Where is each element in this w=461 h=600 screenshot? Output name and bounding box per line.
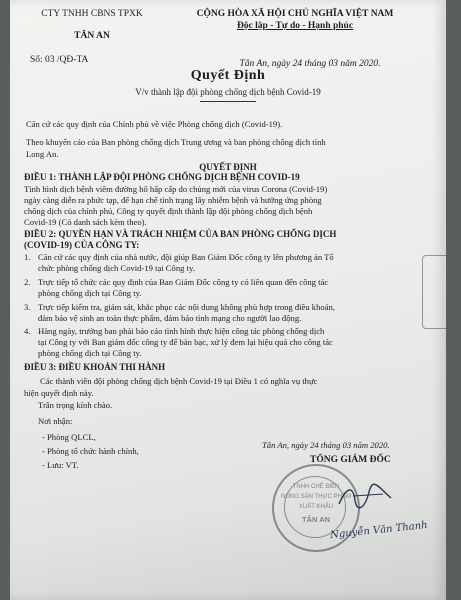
article-1-line-4: Covid-19 (Có danh sách kèm theo).	[24, 217, 147, 227]
article-2-item-1-number: 1.	[24, 252, 31, 262]
article-2-item-1-line-2: chức phòng chống dịch Covid-19 tại Công ty.	[38, 263, 195, 273]
closing-line: Trân trọng kính chào.	[38, 400, 113, 410]
place-date: Tân An, ngày 24 tháng 03 năm 2020.	[239, 59, 381, 69]
article-2-item-3-line-2: đảm bảo vệ sinh an toàn thực phẩm, đảm bảo tình mạng cho người lao động.	[38, 313, 302, 323]
article-1-heading: ĐIỀU 1: THÀNH LẬP ĐỘI PHÒNG CHỐNG DỊCH BỆNH COVID-19	[24, 172, 300, 182]
document-title: Quyết Định	[190, 68, 266, 83]
recipient-3: - Lưu: VT.	[42, 460, 79, 470]
national-motto: Độc lập - Tự do - Hạnh phúc	[236, 21, 354, 31]
article-1-line-2: ngày càng diễn ra phức tạp, để hạn chế tình trạng lây nhiễm bệnh và hưởng ứng phòng	[24, 195, 322, 205]
seal-text-1: TNHH CHẾ BIẾN	[292, 484, 340, 490]
company-branch: TÂN AN	[74, 31, 110, 41]
article-3-heading: ĐIỀU 3: ĐIỀU KHOẢN THI HÀNH	[24, 362, 166, 372]
issuer-block	[22, 8, 162, 66]
nation-name: CỘNG HÒA XÃ HỘI CHỦ NGHĨA VIỆT NAM	[196, 9, 394, 19]
article-1-line-1: Tình hình dịch bệnh viêm đường hô hấp cấp do chủng mới của virus Corona (Covid-19)	[24, 184, 328, 194]
signature-place-date: Tân An, ngày 24 tháng 03 năm 2020.	[262, 440, 390, 450]
seal-text-2: NÔNG SẢN THỰC PHẨM	[280, 494, 352, 500]
article-2-item-2-line-2: phòng chống dịch tại Công ty.	[38, 288, 142, 298]
article-2-heading-line-1: ĐIỀU 2: QUYỀN HẠN VÀ TRÁCH NHIỆM CỦA BAN PHÒNG CHỐNG DỊCH	[24, 229, 337, 239]
article-2-item-4-number: 4.	[24, 326, 31, 336]
seal-text-3: XUẤT KHẨU	[298, 504, 334, 510]
preamble-line-3: Long An.	[26, 149, 59, 159]
article-3-line-1: Các thành viên đội phòng chống dịch bệnh Covid-19 tại Điều 1 có nghĩa vụ thực	[40, 376, 318, 386]
document-page	[10, 0, 446, 600]
article-2-item-3-line-1: Trực tiếp kiểm tra, giám sát, khắc phục các nội dung không phù hợp trong điều khoản,	[38, 302, 335, 312]
seal-text-4: TÂN AN	[301, 515, 331, 524]
article-2-item-3-number: 3.	[24, 302, 31, 312]
article-2-item-1-line-1: Căn cứ các quy định của nhà nước, đội giúp Ban Giám Đốc công ty lên phương án Tổ	[38, 252, 334, 262]
article-2-heading-line-2: (COVID-19) CỦA CÔNG TY:	[24, 240, 140, 250]
company-name: CTY TNHH CBNS TPXK	[41, 9, 143, 19]
recipient-2: - Phòng tổ chức hành chính,	[42, 446, 139, 456]
subject-underline	[200, 101, 256, 102]
margin-stamp	[422, 255, 446, 329]
article-1-line-3: chống dịch của chính phủ, Công ty quyết định thành lập đội phòng chống dịch bệnh	[24, 206, 313, 216]
signatory-role: TỔNG GIÁM ĐỐC	[310, 455, 391, 465]
document-number: Số: 03 /QĐ-TA	[30, 55, 89, 65]
national-header	[180, 8, 410, 70]
signatory-name: Nguyễn Văn Thanh	[329, 519, 429, 542]
preamble-line-2: Theo khuyến cáo của Ban phòng chống dịch Trung ương và ban phòng chống dịch tỉnh	[26, 137, 326, 147]
article-2-item-4-line-2: tại Công ty với Ban giám đốc công ty để bàn bạc, xử lý đem lại hiệu quả cho công tác	[38, 337, 333, 347]
handwritten-signature-icon	[335, 482, 395, 512]
article-2-item-4-line-1: Hàng ngày, trưởng ban phải báo cáo tình hình thực hiện công tác phòng chống dịch	[38, 326, 325, 336]
article-2-item-2-line-1: Trực tiếp tổ chức các quy định của Ban Giám Đốc công ty có liên quan đến công tác	[38, 277, 329, 287]
article-2-item-4-line-3: phòng chống dịch tại Công ty.	[38, 348, 142, 358]
decision-heading: QUYẾT ĐỊNH	[199, 162, 257, 172]
recipients-label: Nơi nhận:	[38, 416, 73, 426]
recipient-1: - Phòng QLCL,	[42, 432, 96, 442]
preamble-line-1: Căn cứ các quy định của Chính phủ về việc Phòng chống dịch (Covid-19).	[26, 119, 283, 129]
document-subject: V/v thành lập đội phòng chống dịch bệnh Covid-19	[135, 87, 321, 97]
article-3-line-2: hiện quyết định này.	[24, 388, 94, 398]
article-2-item-2-number: 2.	[24, 277, 31, 287]
